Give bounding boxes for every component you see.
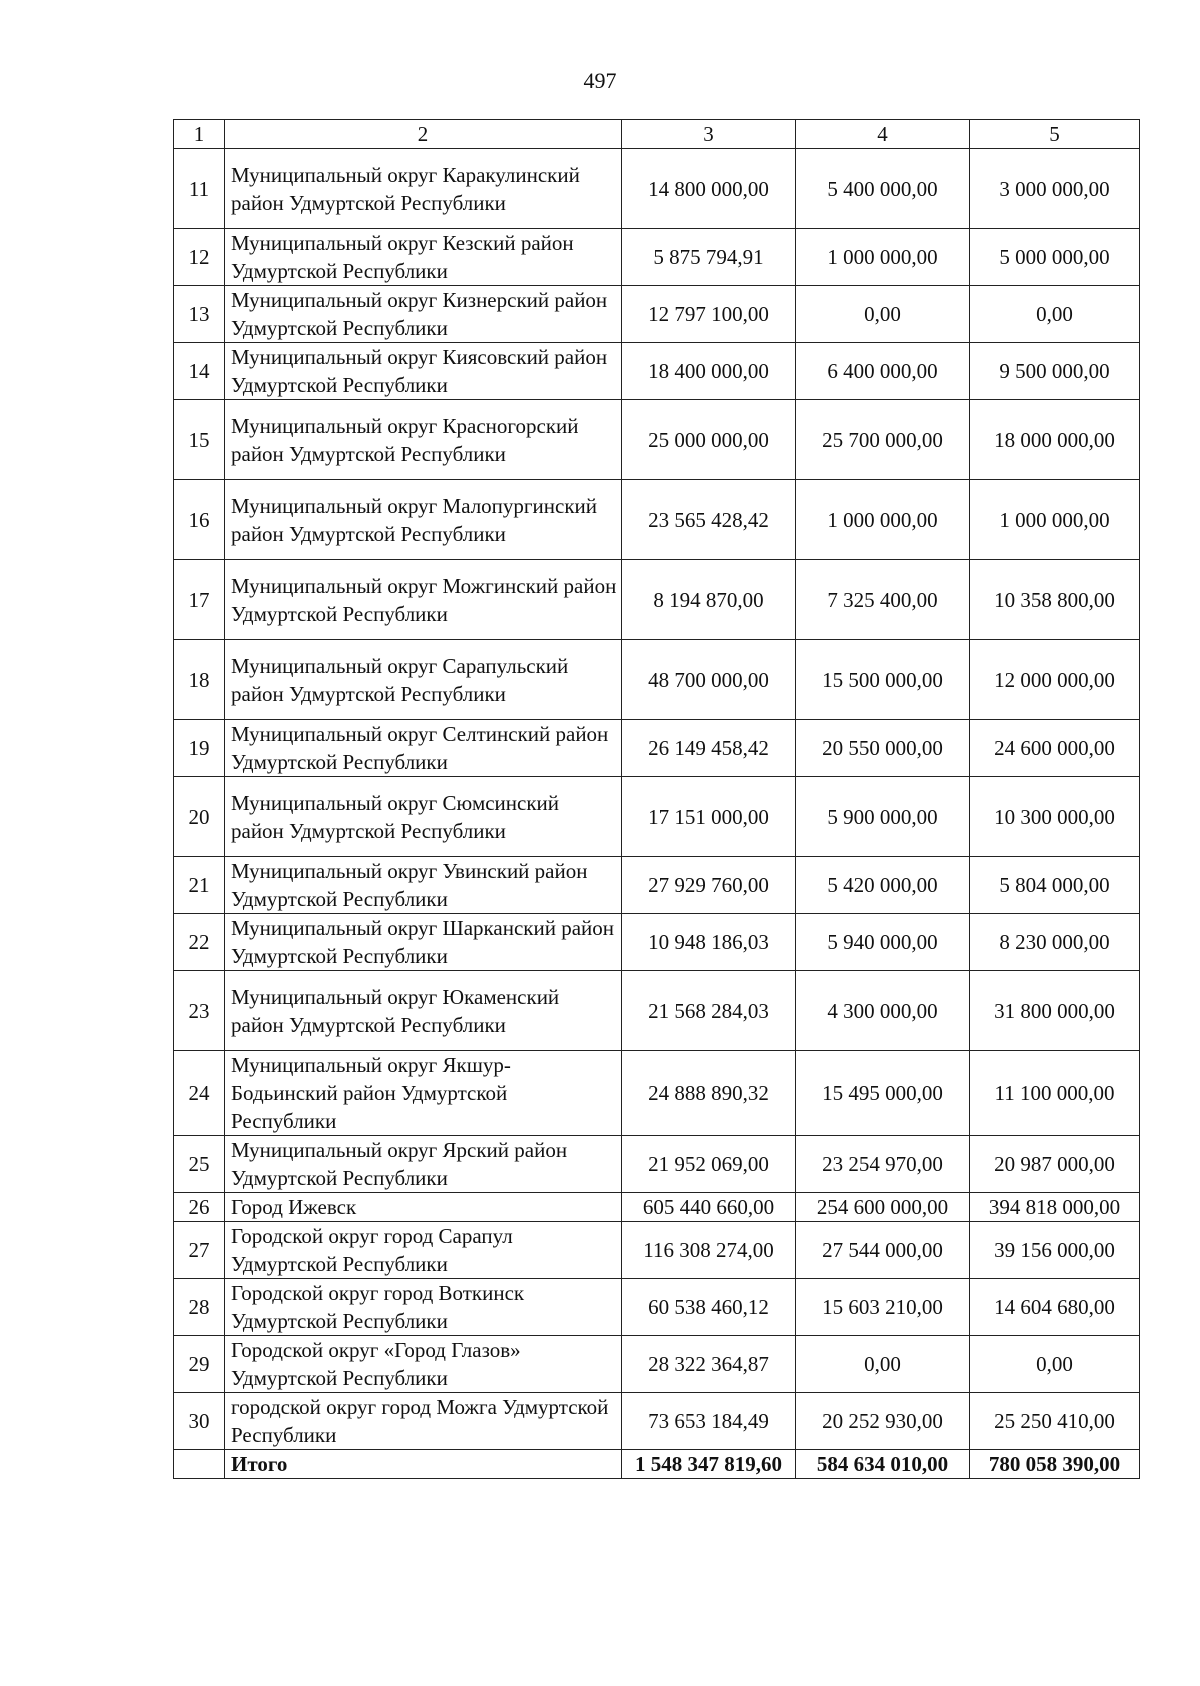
amount-col-5: 20 987 000,00 — [970, 1136, 1140, 1193]
table-row — [174, 229, 1140, 286]
table-row — [174, 1136, 1140, 1193]
amount-col-5: 394 818 000,00 — [970, 1193, 1140, 1222]
amount-col-4: 5 420 000,00 — [796, 857, 970, 914]
amount-col-5: 5 000 000,00 — [970, 229, 1140, 286]
total-row-number — [174, 1450, 225, 1479]
amount-col-4: 15 500 000,00 — [796, 640, 970, 720]
municipality-name: Городской округ город Сарапул Удмуртской Республики — [225, 1222, 622, 1279]
row-number: 30 — [174, 1393, 225, 1450]
amount-col-3: 48 700 000,00 — [622, 640, 796, 720]
municipality-name: Муниципальный округ Селтинский район Удмуртской Республики — [225, 720, 622, 777]
amount-col-5: 10 358 800,00 — [970, 560, 1140, 640]
municipality-name: Муниципальный округ Юкаменский район Удмуртской Республики — [225, 971, 622, 1051]
total-col-5: 780 058 390,00 — [970, 1450, 1140, 1479]
amount-col-3: 28 322 364,87 — [622, 1336, 796, 1393]
table-row — [174, 1279, 1140, 1336]
amount-col-4: 20 550 000,00 — [796, 720, 970, 777]
amount-col-3: 5 875 794,91 — [622, 229, 796, 286]
row-number: 26 — [174, 1193, 225, 1222]
total-col-4: 584 634 010,00 — [796, 1450, 970, 1479]
amount-col-3: 27 929 760,00 — [622, 857, 796, 914]
amount-col-3: 17 151 000,00 — [622, 777, 796, 857]
amount-col-5: 1 000 000,00 — [970, 480, 1140, 560]
table-row — [174, 720, 1140, 777]
amount-col-5: 5 804 000,00 — [970, 857, 1140, 914]
amount-col-5: 18 000 000,00 — [970, 400, 1140, 480]
amount-col-5: 31 800 000,00 — [970, 971, 1140, 1051]
table-row — [174, 560, 1140, 640]
row-number: 19 — [174, 720, 225, 777]
header-col-5: 5 — [970, 120, 1140, 149]
table-row — [174, 1193, 1140, 1222]
table-row — [174, 640, 1140, 720]
total-label: Итого — [225, 1450, 622, 1479]
header-col-1: 1 — [174, 120, 225, 149]
table-row — [174, 480, 1140, 560]
row-number: 11 — [174, 149, 225, 229]
amount-col-3: 73 653 184,49 — [622, 1393, 796, 1450]
municipality-name: Муниципальный округ Малопургинский район Удмуртской Республики — [225, 480, 622, 560]
amount-col-3: 24 888 890,32 — [622, 1051, 796, 1136]
municipality-name: Муниципальный округ Сюмсинский район Удмуртской Республики — [225, 777, 622, 857]
row-number: 28 — [174, 1279, 225, 1336]
amount-col-3: 605 440 660,00 — [622, 1193, 796, 1222]
amount-col-3: 14 800 000,00 — [622, 149, 796, 229]
table-row — [174, 400, 1140, 480]
row-number: 25 — [174, 1136, 225, 1193]
amount-col-4: 0,00 — [796, 1336, 970, 1393]
row-number: 27 — [174, 1222, 225, 1279]
total-row — [174, 1450, 1140, 1479]
amount-col-3: 18 400 000,00 — [622, 343, 796, 400]
municipality-name: Муниципальный округ Шарканский район Удмуртской Республики — [225, 914, 622, 971]
municipality-name: Муниципальный округ Сарапульский район Удмуртской Республики — [225, 640, 622, 720]
amount-col-3: 25 000 000,00 — [622, 400, 796, 480]
amount-col-5: 11 100 000,00 — [970, 1051, 1140, 1136]
amount-col-5: 12 000 000,00 — [970, 640, 1140, 720]
amount-col-3: 10 948 186,03 — [622, 914, 796, 971]
row-number: 24 — [174, 1051, 225, 1136]
amount-col-4: 6 400 000,00 — [796, 343, 970, 400]
header-col-2: 2 — [225, 120, 622, 149]
amount-col-4: 25 700 000,00 — [796, 400, 970, 480]
table-row — [174, 1051, 1140, 1136]
amount-col-4: 1 000 000,00 — [796, 480, 970, 560]
municipality-name: Городской округ «Город Глазов» Удмуртской Республики — [225, 1336, 622, 1393]
row-number: 29 — [174, 1336, 225, 1393]
amount-col-3: 60 538 460,12 — [622, 1279, 796, 1336]
amount-col-3: 21 568 284,03 — [622, 971, 796, 1051]
municipality-name: Муниципальный округ Ярский район Удмуртской Республики — [225, 1136, 622, 1193]
amount-col-5: 10 300 000,00 — [970, 777, 1140, 857]
amount-col-4: 5 400 000,00 — [796, 149, 970, 229]
total-col-3: 1 548 347 819,60 — [622, 1450, 796, 1479]
table-row — [174, 777, 1140, 857]
table-row — [174, 343, 1140, 400]
row-number: 13 — [174, 286, 225, 343]
header-col-3: 3 — [622, 120, 796, 149]
amount-col-3: 8 194 870,00 — [622, 560, 796, 640]
header-col-4: 4 — [796, 120, 970, 149]
amount-col-4: 0,00 — [796, 286, 970, 343]
amount-col-5: 39 156 000,00 — [970, 1222, 1140, 1279]
municipality-name: Муниципальный округ Якшур-Бодьинский район Удмуртской Республики — [225, 1051, 622, 1136]
amount-col-4: 4 300 000,00 — [796, 971, 970, 1051]
amount-col-5: 24 600 000,00 — [970, 720, 1140, 777]
row-number: 16 — [174, 480, 225, 560]
municipality-name: Муниципальный округ Киясовский район Удмуртской Республики — [225, 343, 622, 400]
row-number: 14 — [174, 343, 225, 400]
amount-col-5: 0,00 — [970, 1336, 1140, 1393]
amount-col-5: 0,00 — [970, 286, 1140, 343]
municipality-name: Городской округ город Воткинск Удмуртской Республики — [225, 1279, 622, 1336]
header-row — [174, 120, 1140, 149]
allocation-table — [173, 119, 1140, 1479]
row-number: 17 — [174, 560, 225, 640]
amount-col-4: 5 900 000,00 — [796, 777, 970, 857]
page-number: 497 — [583, 68, 617, 93]
table-row — [174, 1336, 1140, 1393]
amount-col-4: 15 495 000,00 — [796, 1051, 970, 1136]
table-row — [174, 857, 1140, 914]
table-row — [174, 914, 1140, 971]
municipality-name: Муниципальный округ Увинский район Удмуртской Республики — [225, 857, 622, 914]
table-row — [174, 286, 1140, 343]
municipality-name: Город Ижевск — [225, 1193, 622, 1222]
amount-col-5: 25 250 410,00 — [970, 1393, 1140, 1450]
table-row — [174, 971, 1140, 1051]
amount-col-4: 15 603 210,00 — [796, 1279, 970, 1336]
municipality-name: Муниципальный округ Можгинский район Удмуртской Республики — [225, 560, 622, 640]
table-row — [174, 1393, 1140, 1450]
municipality-name: Муниципальный округ Каракулинский район Удмуртской Республики — [225, 149, 622, 229]
amount-col-4: 5 940 000,00 — [796, 914, 970, 971]
amount-col-3: 116 308 274,00 — [622, 1222, 796, 1279]
amount-col-4: 7 325 400,00 — [796, 560, 970, 640]
row-number: 22 — [174, 914, 225, 971]
municipality-name: Муниципальный округ Красногорский район Удмуртской Республики — [225, 400, 622, 480]
table-row — [174, 149, 1140, 229]
municipality-name: Муниципальный округ Кизнерский район Удмуртской Республики — [225, 286, 622, 343]
amount-col-4: 27 544 000,00 — [796, 1222, 970, 1279]
row-number: 20 — [174, 777, 225, 857]
amount-col-4: 254 600 000,00 — [796, 1193, 970, 1222]
amount-col-5: 9 500 000,00 — [970, 343, 1140, 400]
municipality-name: Муниципальный округ Кезский район Удмуртской Республики — [225, 229, 622, 286]
amount-col-4: 23 254 970,00 — [796, 1136, 970, 1193]
amount-col-4: 1 000 000,00 — [796, 229, 970, 286]
amount-col-3: 23 565 428,42 — [622, 480, 796, 560]
amount-col-5: 3 000 000,00 — [970, 149, 1140, 229]
row-number: 21 — [174, 857, 225, 914]
table-body — [174, 149, 1140, 1479]
row-number: 23 — [174, 971, 225, 1051]
amount-col-3: 21 952 069,00 — [622, 1136, 796, 1193]
table-row — [174, 1222, 1140, 1279]
amount-col-4: 20 252 930,00 — [796, 1393, 970, 1450]
amount-col-3: 26 149 458,42 — [622, 720, 796, 777]
amount-col-3: 12 797 100,00 — [622, 286, 796, 343]
amount-col-5: 14 604 680,00 — [970, 1279, 1140, 1336]
row-number: 15 — [174, 400, 225, 480]
row-number: 18 — [174, 640, 225, 720]
municipality-name: городской округ город Можга Удмуртской Республики — [225, 1393, 622, 1450]
amount-col-5: 8 230 000,00 — [970, 914, 1140, 971]
row-number: 12 — [174, 229, 225, 286]
